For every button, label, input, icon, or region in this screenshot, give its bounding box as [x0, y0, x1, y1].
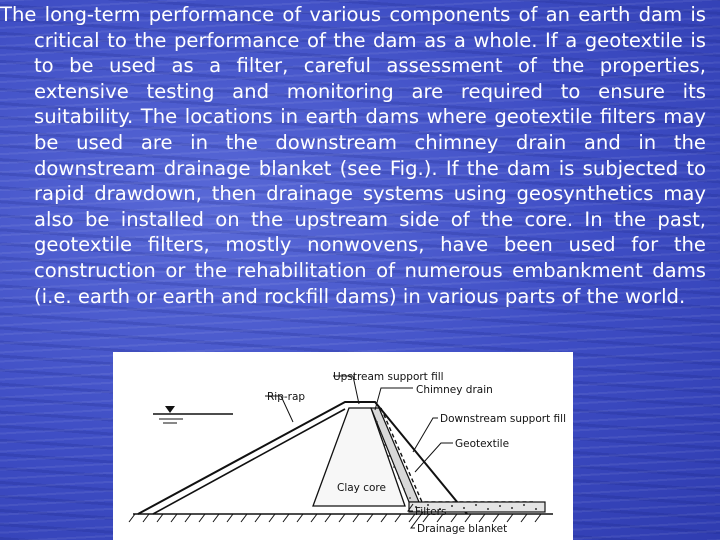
- earth-dam-diagram: [113, 352, 573, 540]
- foundation-hatch: [129, 514, 541, 522]
- label-chimney-drain: Chimney drain: [416, 384, 493, 396]
- label-upstream-support-fill: Upstream support fill: [333, 371, 444, 383]
- label-rip-rap: Rip-rap: [267, 391, 306, 403]
- label-filters: Filters: [415, 506, 447, 518]
- label-geotextile: Geotextile: [455, 438, 510, 450]
- label-downstream-support-fill: Downstream support fill: [440, 413, 566, 425]
- body-paragraph: The long-term performance of various components of an earth dam is critical to the performance of the dam as a whole. If a geotextile is to be used as a filter, careful assessment of the properties, extensive testing and monitoring are required to ensure its suitability. The locations in earth dams where geotextile filters may be used are in the downstream chimney drain and in the downstream drainage blanket (see Fig.). If the dam is subjected to rapid drawdown, then drainage systems using geosynthetics may also be installed on the upstream side of the core. In the past, geotextile filters, mostly nonwovens, have been used for the construction or the rehabilitation of numerous embankment dams (i.e. earth or earth and rockfill dams) in various parts of the world.: [0, 3, 706, 308]
- earth-dam-figure: [113, 352, 573, 540]
- dam-outline: [138, 402, 467, 514]
- label-clay-core: Clay core: [337, 482, 386, 494]
- water-level-marker: [165, 406, 175, 413]
- label-drainage-blanket: Drainage blanket: [417, 523, 508, 535]
